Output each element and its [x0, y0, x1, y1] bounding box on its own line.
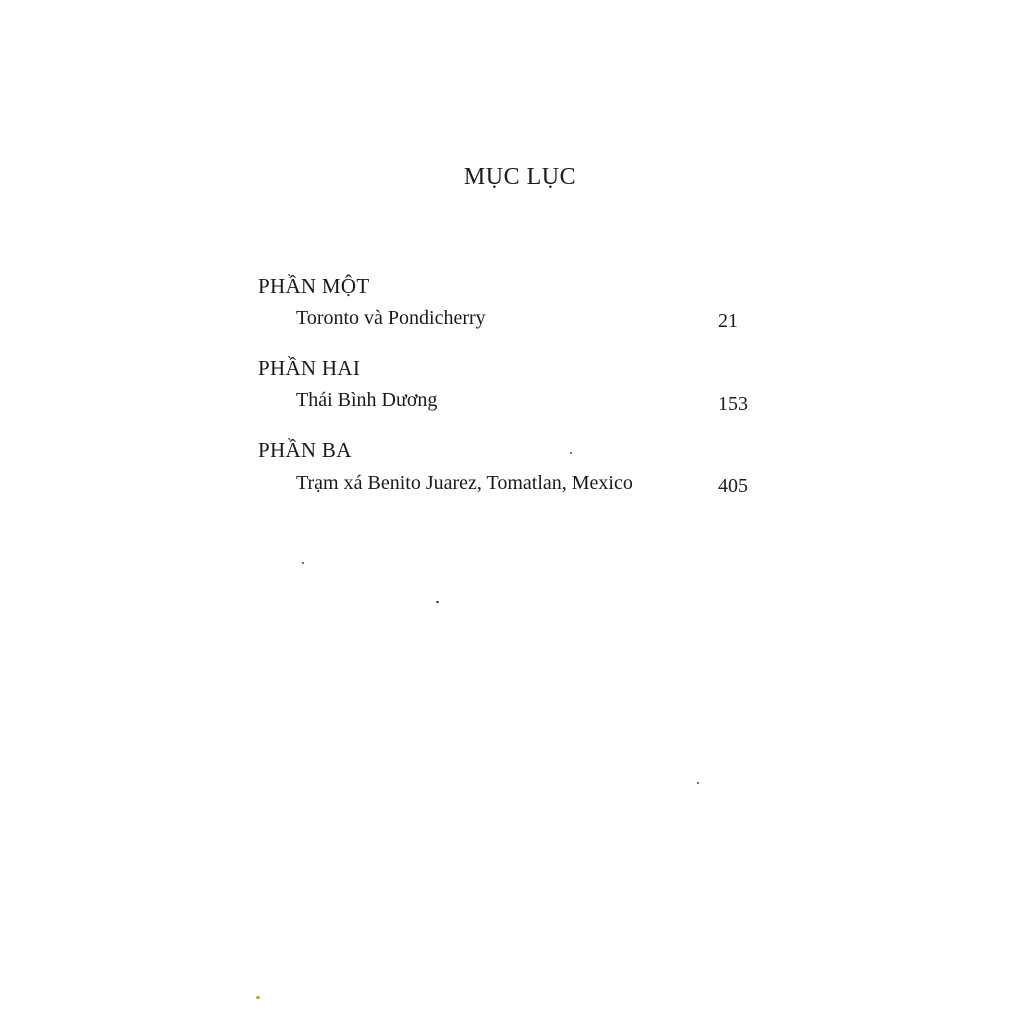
entry-page-two: 153	[718, 393, 748, 415]
scan-speck	[302, 562, 304, 564]
scan-speck	[436, 601, 439, 603]
entry-page-three: 405	[718, 475, 748, 497]
scan-speck	[570, 452, 572, 454]
entry-title-one: Toronto và Pondicherry	[296, 307, 486, 329]
scan-speck	[697, 782, 699, 784]
scan-speck	[256, 996, 260, 999]
part-heading-two: PHẦN HAI	[258, 356, 361, 380]
part-heading-one: PHẦN MỘT	[258, 274, 370, 298]
toc-title: MỤC LỤC	[463, 164, 577, 190]
part-heading-three: PHẦN BA	[258, 438, 352, 462]
entry-page-one: 21	[718, 310, 738, 332]
entry-title-three: Trạm xá Benito Juarez, Tomatlan, Mexico	[296, 472, 633, 494]
entry-title-two: Thái Bình Dương	[296, 389, 438, 411]
